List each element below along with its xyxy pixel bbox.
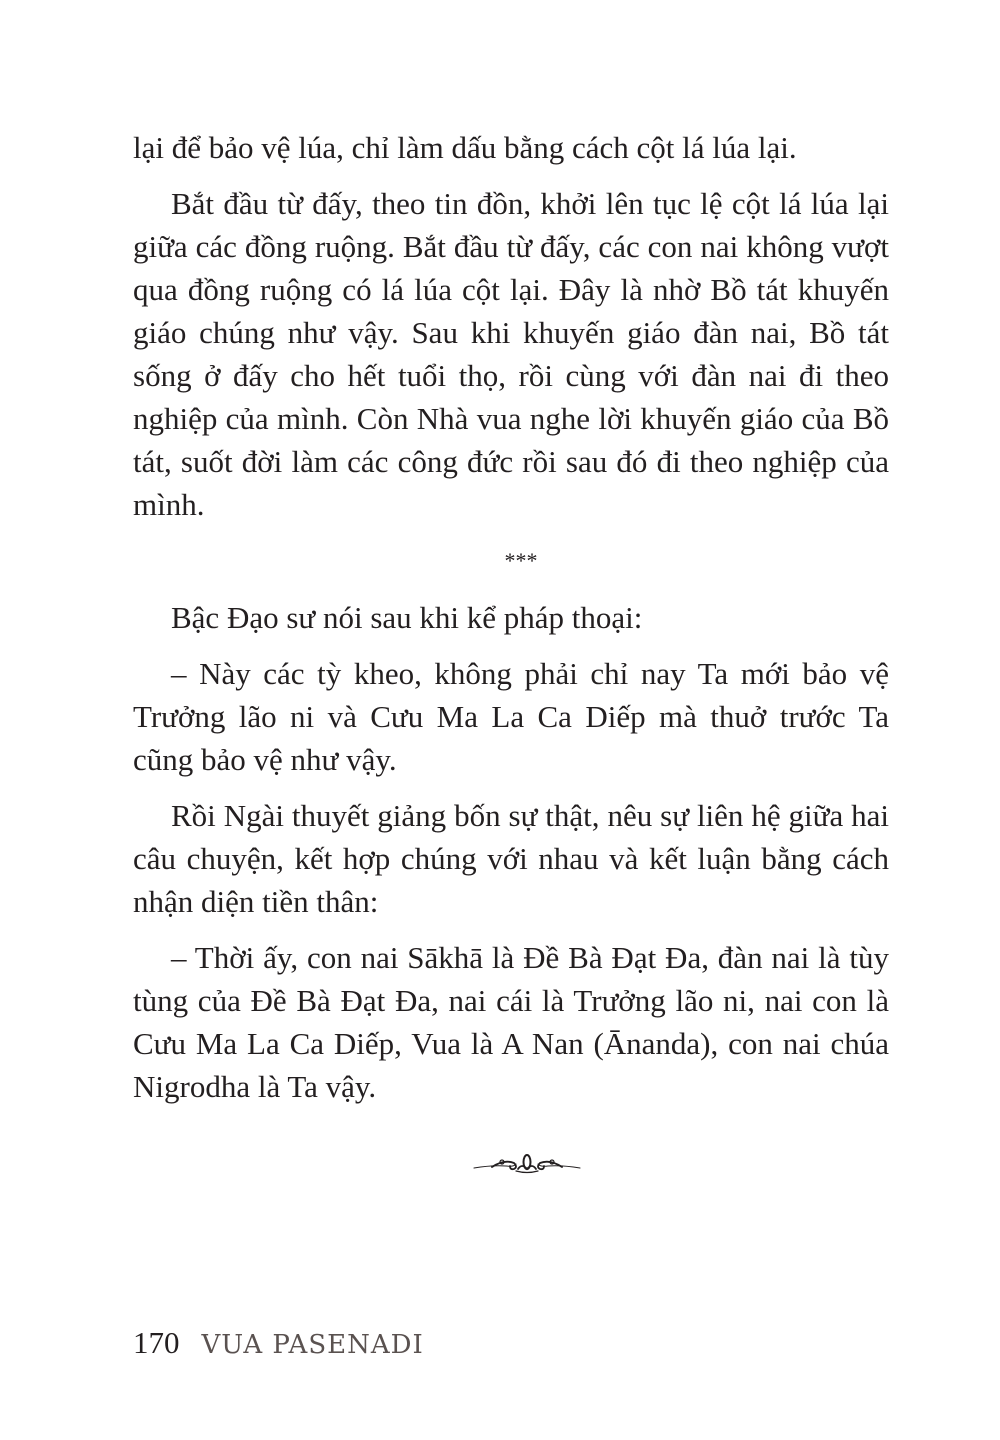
page-body — [133, 126, 889, 1121]
paragraph-continuation: lại để bảo vệ lúa, chỉ làm dấu bằng cách cột lá lúa lại. — [133, 130, 797, 165]
section-separator: *** — [504, 548, 538, 573]
running-title: VUA PASENADI — [201, 1330, 424, 1360]
paragraph-dialogue-monks: – Này các tỳ kheo, không phải chỉ nay Ta mới bảo vệ Trưởng lão ni và Cưu Ma La Ca Diếp mà thuở trước Ta cũng bảo vệ như vậy. — [133, 656, 889, 777]
page-footer — [133, 1325, 424, 1361]
paragraph-four-truths: Rồi Ngài thuyết giảng bốn sự thật, nêu sự liên hệ giữa hai câu chuyện, kết hợp chúng với nhau và kết luận bằng cách nhận diện tiền thân: — [133, 798, 889, 919]
page-number: 170 — [133, 1325, 180, 1360]
paragraph-custom-origin: Bắt đầu từ đấy, theo tin đồn, khởi lên tục lệ cột lá lúa lại giữa các đồng ruộng. Bắt đầu từ đấy, các con nai không vượt qua đồng ruộng có lá lúa cột lại. Đây là nhờ Bồ tát khuyến giáo chúng như vậy. Sau khi khuyến giáo đàn nai, Bồ tát sống ở đấy cho hết tuổi thọ, rồi cùng với đàn nai đi theo nghiệp của mình. Còn Nhà vua nghe lời khuyến giáo của Bồ tát, suốt đời làm các công đức rồi sau đó đi theo nghiệp của mình. — [133, 186, 889, 522]
paragraph-teacher-speaks: Bậc Đạo sư nói sau khi kể pháp thoại: — [171, 600, 643, 635]
flourish-divider-icon — [472, 1151, 582, 1177]
paragraph-identification: – Thời ấy, con nai Sākhā là Đề Bà Đạt Đa, đàn nai là tùy tùng của Đề Bà Đạt Đa, nai cái là Trưởng lão ni, nai con là Cưu Ma La Ca Diếp, Vua là A Nan (Ānanda), con nai chúa Nigrodha là Ta vậy. — [133, 940, 889, 1104]
